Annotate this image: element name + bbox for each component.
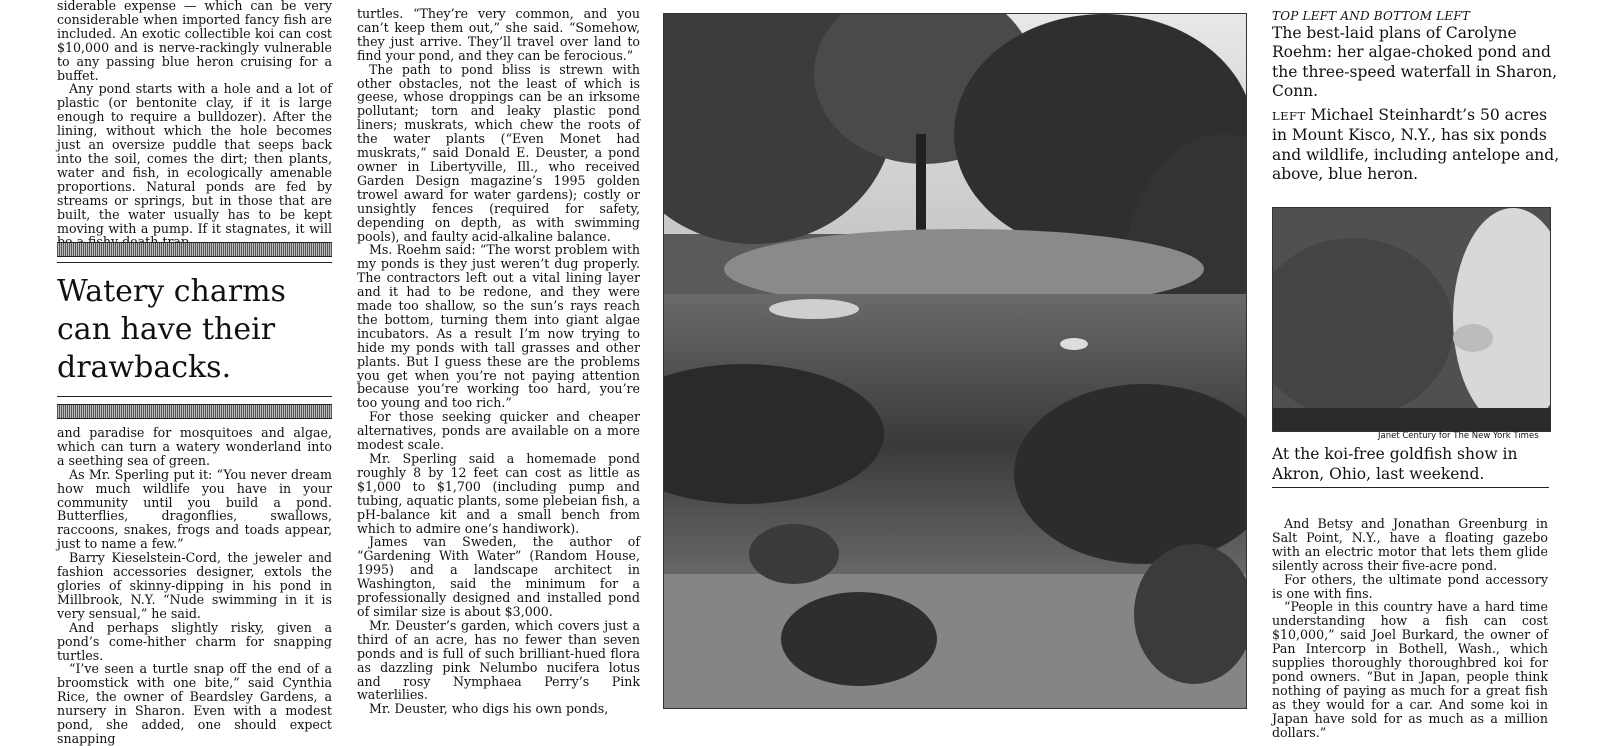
caption-text: The best-laid plans of Carolyne Roehm: her algae-choked pond and the three-speed waterfall in Sharon, Conn.	[1272, 23, 1558, 101]
koi-show-photo-image	[1273, 208, 1550, 431]
photo-credit: Janet Century for The New York Times	[1378, 431, 1539, 441]
paragraph: Barry Kieselstein-Cord, the jeweler and fashion accessories designer, extols the glories of skinny-dipping in his pond in Millbrook, N.Y. “Nude swimming in it is very sensual,” he said.	[57, 550, 332, 621]
paragraph: And Betsy and Jonathan Greenburg in Salt Point, N.Y., have a floating gazebo with an electric motor that lets them glide silently across their five-acre pond.	[1272, 516, 1548, 573]
article-column-1-top	[57, 0, 332, 249]
paragraph: Mr. Deuster, who digs his own ponds,	[369, 701, 609, 717]
pond-photo	[663, 13, 1247, 709]
paragraph: “I’ve seen a turtle snap off the end of a broomstick with one bite,” said Cynthia Rice, the owner of Beardsley Gardens, a nursery in Sharon. Even with a modest pond, she added, one should expect snapping	[57, 661, 332, 746]
koi-photo-caption: At the koi-free goldfish show in Akron, Ohio, last weekend.	[1272, 445, 1518, 483]
article-column-1-bottom	[57, 426, 332, 746]
article-column-2	[357, 7, 640, 716]
pull-quote-headline: Watery charms can have their drawbacks.	[57, 274, 286, 385]
paragraph: As Mr. Sperling put it: “You never dream how much wildlife you have in your community until you build a pond. Butterflies, dragonflies, swallows, raccoons, snakes, frogs and toads appear, just to name a few.”	[57, 466, 332, 552]
divider-rule	[1272, 487, 1549, 488]
caption-block	[1272, 106, 1562, 185]
photo-captions	[1272, 10, 1562, 185]
shaded-rule-bottom	[57, 404, 332, 419]
pond-photo-image	[664, 14, 1246, 708]
caption-label: LEFT	[1272, 108, 1306, 123]
divider-rule	[57, 396, 332, 397]
paragraph: For those seeking quicker and cheaper alternatives, ponds are available on a more modest scale.	[357, 409, 640, 453]
paragraph: The path to pond bliss is strewn with other obstacles, not the least of which is geese, whose droppings can be an irksome pollutant; torn and leaky plastic pond liners; muskrats, which chew the roots of the water plants (“Even Monet had muskrats,” said Donald E. Deuster, a pond owner in Libertyville, Ill., who received Garden Design magazine’s 1995 golden trowel award for water gardens); costly or unsightly fences (required for safety, depending on depth, as with swimming pools), and faulty acid-alkaline balance.	[357, 61, 640, 244]
paragraph: Any pond starts with a hole and a lot of plastic (or bentonite clay, if it is large enough to require a bulldozer). After the lining, without which the hole becomes just an oversize puddle that seeps back into the soil, comes the dirt; then plants, water and fish, in ecologically amenable proportions. Natural ponds are fed by streams or springs, but in those that are built, the water usually has to be kept moving with a pump. If it stagnates, it will	[57, 81, 332, 236]
caption-label: TOP LEFT AND BOTTOM LEFT	[1272, 9, 1471, 23]
paragraph: siderable expense — which can be very considerable when imported fancy fish are included. An exotic collectible koi can cost $10,000 and is nerve-rackingly vulnerable to any passing blue heron cruising for a buffet.	[57, 0, 332, 83]
paragraph: Mr. Deuster’s garden, which covers just a third of an acre, has no fewer than seven ponds and is full of such brilliant-hued flora as dazzling pink Nelumbo nucifera lotus and rosy Nymphaea Perry’s Pink waterlilies.	[357, 617, 640, 703]
paragraph: For others, the ultimate pond accessory is one with fins.	[1272, 571, 1548, 601]
koi-show-photo	[1272, 207, 1551, 432]
divider-rule	[57, 262, 332, 263]
paragraph: James van Sweden, the author of “Gardening With Water” (Random House, 1995) and a landscape architect in Washington, said the minimum for a professionally designed and installed pond of similar size is about $3,000.	[357, 534, 640, 619]
paragraph: And perhaps slightly risky, given a pond’s come-hither charm for snapping turtles.	[57, 619, 332, 663]
article-column-4	[1272, 517, 1548, 740]
paragraph: “People in this country have a hard time understanding how a fish can cost $10,000,” said Joel Burkard, the owner of Pan Intercorp in Bothell, Wash., which supplies thoroughly thoroughbred koi for pond owners. “But in Japan, people think nothing of paying as much for a great fish as they would for a car. And some koi in Japan have sold for as much as a million dollars.”	[1272, 599, 1548, 740]
shaded-rule-top	[57, 242, 332, 257]
caption-text: Michael Steinhardt’s 50 acres in Mount Kisco, N.Y., has six ponds and wildlife, including antelope and, above, blue heron.	[1272, 105, 1560, 184]
paragraph: and paradise for mosquitoes and algae, which can turn a watery wonderland into a seething sea of green.	[57, 425, 332, 468]
paragraph: Ms. Roehm said: “The worst problem with my ponds is they just weren’t dug properly. The contractors left out a vital lining layer and it had to be redone, and they were made too shallow, so the sun’s rays reach the bottom, turning them into giant algae incubators. As a result I’m now trying to hide my ponds with tall grasses and other plants. But I guess these are the problems you get when you’re not paying attention because you’re working too hard, you’re too young and too rich.”	[357, 242, 640, 411]
paragraph: Mr. Sperling said a homemade pond roughly 8 by 12 feet can cost as little as $1,000 to $1,700 (including pump and tubing, aquatic plants, some plebeian fish, a pH-balance kit and a small bench from which to admire one’s handiwork).	[357, 451, 640, 536]
paragraph: turtles. “They’re very common, and you can’t keep them out,” she said. “Somehow, they just arrive. They’ll travel over land to find your pond, and they can be ferocious.”	[357, 6, 640, 63]
